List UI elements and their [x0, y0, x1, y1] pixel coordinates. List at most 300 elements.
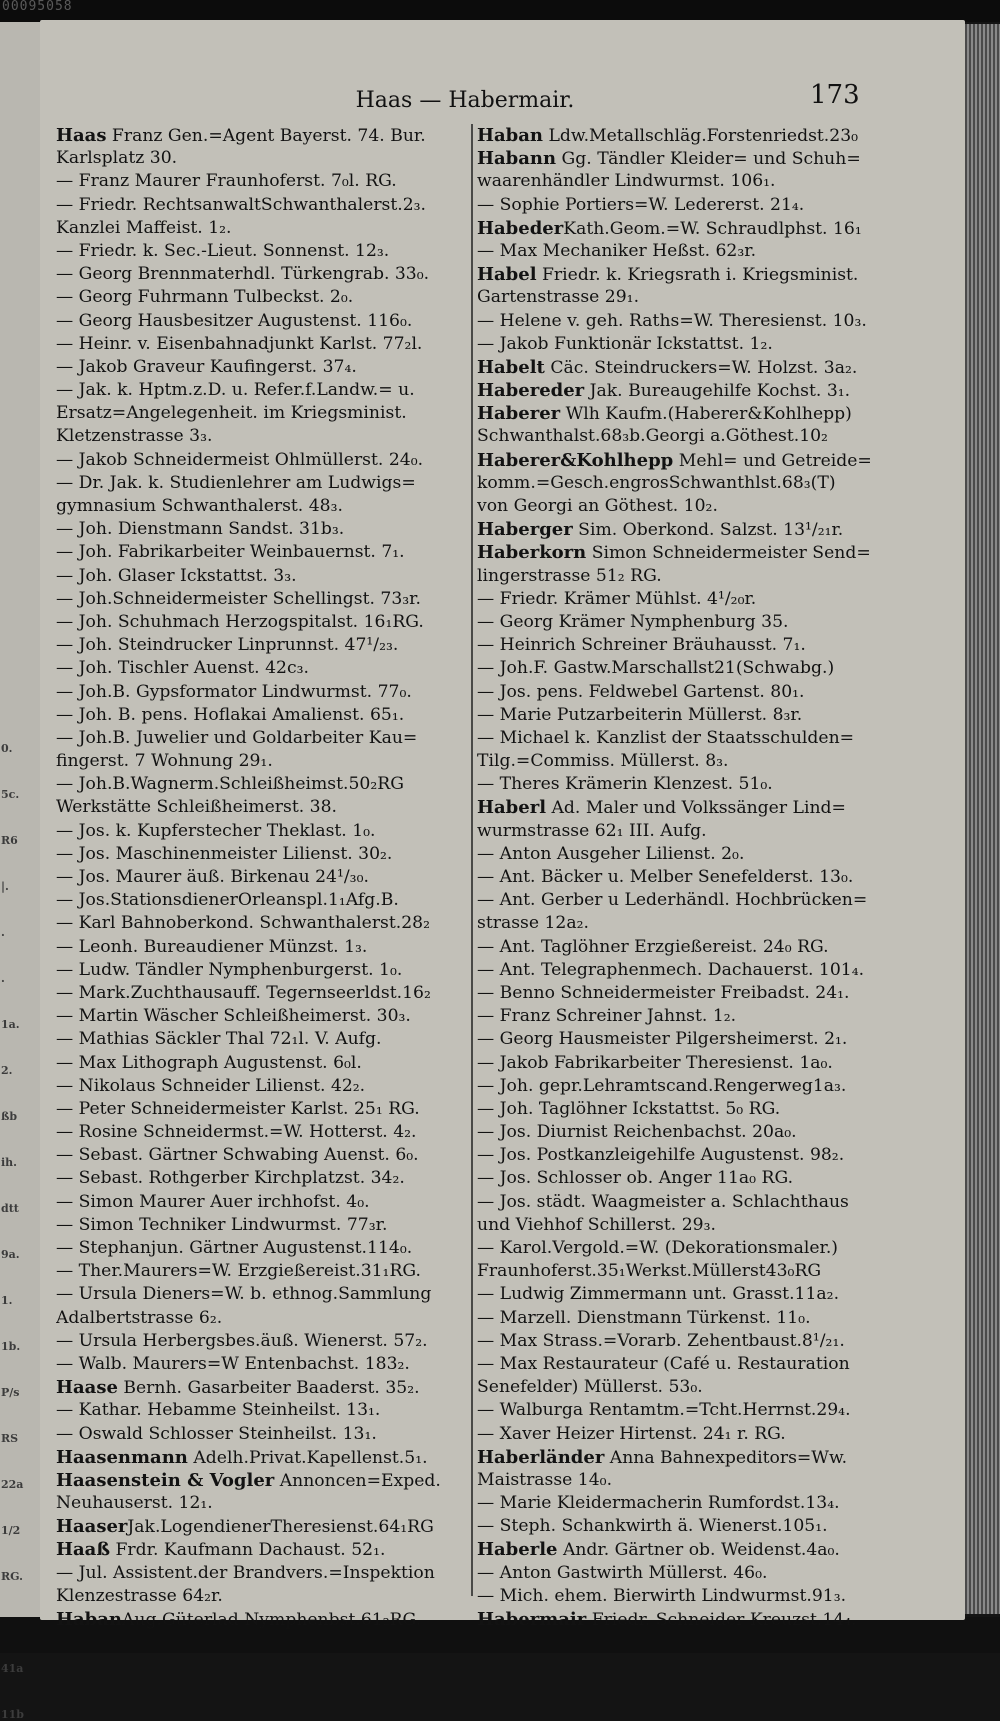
directory-line [56, 1214, 466, 1237]
entry-text: — Anton Gastwirth Müllerst. 46₀. [477, 1562, 768, 1583]
surname-heading: Haban [56, 1609, 123, 1630]
directory-line [56, 518, 466, 541]
entry-text: — Friedr. Krämer Mühlst. 4¹/₂₀r. [477, 588, 757, 609]
running-header: Haas — Habermair. [355, 88, 575, 113]
directory-line [56, 1469, 466, 1492]
directory-line [56, 1399, 466, 1422]
entry-text: Franz Gen.=Agent Bayerst. 74. Bur. [106, 126, 426, 146]
directory-line [477, 704, 939, 727]
entry-text: — Ant. Telegraphenmech. Dachauerst. 101₄. [477, 959, 865, 980]
entry-text: — Max Mechaniker Heßst. 62₃r. [477, 240, 757, 261]
margin-marks [0, 22, 40, 1721]
directory-line [477, 1260, 939, 1283]
directory-line [477, 263, 939, 286]
entry-text: waarenhändler Lindwurmst. 106₁. [477, 171, 776, 192]
directory-line [477, 681, 939, 704]
directory-line [56, 170, 466, 193]
entry-text: — Benno Schneidermeister Freibadst. 24₁. [477, 982, 850, 1003]
directory-line [477, 750, 939, 773]
entry-text: — Friedr. RechtsanwaltSchwanthalerst.2₃. [56, 194, 427, 215]
directory-line [56, 1005, 466, 1028]
entry-text: — Walb. Maurers=W Entenbachst. 183₂. [56, 1353, 410, 1374]
entry-text: Frdr. Kaufmann Dachaust. 52₁. [110, 1540, 386, 1561]
entry-text: Anna Bahnexpeditors=Ww. [604, 1447, 848, 1468]
entry-text: Cäc. Steindruckers=W. Holzst. 3a₂. [544, 357, 858, 378]
entry-text: Friedr. k. Kriegsrath i. Kriegsminist. [536, 265, 859, 286]
directory-line [56, 843, 466, 866]
entry-text: — Max Restaurateur (Café u. Restauration [477, 1353, 850, 1374]
directory-line [56, 1562, 466, 1585]
margin-mark: ßb [1, 1110, 18, 1123]
directory-line [477, 1376, 939, 1399]
entry-text: — Jos. pens. Feldwebel Gartenst. 80₁. [477, 681, 805, 702]
entry-text: — Max Strass.=Vorarb. Zehentbaust.8¹/₂₁. [477, 1330, 845, 1351]
margin-mark: 41a [1, 1662, 24, 1675]
entry-text: — Sebast. Gärtner Schwabing Auenst. 6₀. [56, 1145, 419, 1166]
entry-text: — Joh. Tischler Auenst. 42c₃. [56, 658, 309, 679]
entry-text: — Joh. Fabrikarbeiter Weinbauernst. 7₁. [56, 542, 405, 563]
entry-text: — Marie Kleidermacherin Rumfordst.13₄. [477, 1493, 840, 1514]
directory-line [477, 727, 939, 750]
entry-text: Neuhauserst. 12₁. [56, 1493, 213, 1514]
directory-line [477, 541, 939, 564]
entry-text: — Joh. Schuhmach Herzogspitalst. 16₁RG. [56, 611, 424, 632]
directory-line [56, 194, 466, 217]
directory-line [56, 1307, 466, 1330]
directory-line [56, 1608, 466, 1631]
entry-text: — Mich. ehem. Bierwirth Lindwurmst.91₃. [477, 1585, 847, 1606]
entry-text: — Marzell. Dienstmann Türkenst. 11₀. [477, 1307, 811, 1328]
entry-text: — Joh. B. pens. Hoflakai Amalienst. 65₁. [56, 704, 405, 725]
entry-text: — Peter Schneidermeister Karlst. 25₁ RG. [56, 1098, 420, 1119]
entry-text: — Jakob Schneidermeist Ohlmüllerst. 24₀. [56, 449, 424, 470]
entry-text: Jak.LogendienerTheresienst.64₁RG [127, 1517, 434, 1538]
directory-line [56, 1492, 466, 1515]
directory-line [477, 194, 939, 217]
directory-line [56, 912, 466, 935]
directory-line [477, 866, 939, 889]
directory-line [477, 912, 939, 935]
entry-text: — Heinrich Schreiner Bräuhausst. 7₁. [477, 635, 806, 656]
entry-text: — Jos.StationsdienerOrleanspl.1₁Afg.B. [56, 890, 399, 911]
directory-line [477, 1144, 939, 1167]
entry-text: Schwanthalst.68₃b.Georgi a.Göthest.10₂ [477, 426, 828, 447]
directory-line [56, 1353, 466, 1376]
surname-heading: Haberl [477, 797, 547, 819]
directory-line [477, 1562, 939, 1585]
entry-text: — Theres Krämerin Klenzest. 51₀. [477, 774, 773, 795]
entry-text: Karlsplatz 30. [56, 148, 178, 169]
directory-line [477, 472, 939, 495]
directory-line [477, 1330, 939, 1353]
surname-heading: Haberle [477, 1539, 558, 1561]
entry-text: — Joh. Glaser Ickstattst. 3₃. [56, 565, 297, 586]
entry-text: — Helene v. geh. Raths=W. Theresienst. 10₃. [477, 310, 867, 331]
entry-text: Simon Schneidermeister Send= [586, 543, 871, 564]
directory-line [477, 170, 939, 193]
directory-line [56, 611, 466, 634]
entry-text: — Jos. Postkanzleigehilfe Augustenst. 98₂. [477, 1145, 845, 1166]
directory-line [477, 1515, 939, 1538]
margin-mark: P/s [1, 1386, 20, 1399]
directory-line [56, 796, 466, 819]
directory-line [56, 1585, 466, 1608]
margin-mark: 0. [1, 742, 13, 755]
entry-text: — Karol.Vergold.=W. (Dekorationsmaler.) [477, 1238, 839, 1258]
entry-text: — Ant. Bäcker u. Melber Senefelderst. 13₀. [477, 867, 854, 887]
directory-line [477, 959, 939, 982]
entry-text: Fraunhoferst.35₁Werkst.Müllerst43₀RG [477, 1261, 822, 1282]
entry-text: — Jos. städt. Waagmeister a. Schlachthaus [477, 1191, 849, 1212]
entry-text: — Ursula Dieners=W. b. ethnog.Sammlung [56, 1284, 432, 1305]
entry-text: — Georg Hausmeister Pilgersheimerst. 2₁. [477, 1029, 848, 1050]
entry-text: — Jak. k. Hptm.z.D. u. Refer.f.Landw.= u. [56, 380, 415, 401]
margin-mark: dtt [1, 1202, 19, 1215]
surname-heading: Habereder [477, 380, 585, 402]
entry-text: — Franz Maurer Fraunhoferst. 7₀l. RG. [56, 171, 397, 192]
entry-text: Wlh Kaufm.(Haberer&Kohlhepp) [560, 404, 852, 425]
entry-text: — Ant. Gerber u Lederhändl. Hochbrücken= [477, 890, 868, 911]
directory-line [56, 449, 466, 472]
directory-line [56, 1237, 466, 1260]
directory-line [477, 1098, 939, 1121]
entry-text: — Nikolaus Schneider Lilienst. 42₂. [56, 1075, 366, 1096]
surname-heading: Haban [477, 125, 544, 146]
directory-line [56, 1121, 466, 1144]
entry-text: — Sophie Portiers=W. Ledererst. 21₄. [477, 194, 805, 215]
directory-line [56, 263, 466, 286]
directory-line [477, 310, 939, 333]
directory-line [56, 750, 466, 773]
surname-heading: Haasenstein & Vogler [56, 1469, 275, 1491]
margin-mark: RS [1, 1432, 19, 1445]
directory-line [56, 541, 466, 564]
entry-text: — Joh.B. Juwelier und Goldarbeiter Kau= [56, 727, 418, 748]
entry-text: — Mark.Zuchthausauff. Tegernseerldst.16₂ [56, 982, 431, 1003]
entry-text: — Georg Hausbesitzer Augustenst. 116₀. [56, 310, 413, 331]
directory-line [477, 1585, 939, 1608]
directory-line [56, 588, 466, 611]
entry-text: — Jul. Assistent.der Brandvers.=Inspektion [56, 1562, 435, 1583]
entry-text: — Sebast. Rothgerber Kirchplatzst. 34₂. [56, 1168, 405, 1189]
entry-text: — Joh. Dienstmann Sandst. 31b₃. [56, 519, 345, 540]
margin-mark: 9a. [1, 1248, 20, 1261]
entry-text: Gg. Tändler Kleider= und Schuh= [556, 149, 861, 170]
directory-line [56, 959, 466, 982]
entry-text: Klenzestrasse 64₂r. [56, 1585, 223, 1606]
directory-line [56, 1075, 466, 1098]
entry-text: — Stephanjun. Gärtner Augustenst.114₀. [56, 1238, 413, 1258]
entry-text: — Karl Bahnoberkond. Schwanthalerst.28₂ [56, 913, 430, 934]
entry-text: — Oswald Schlosser Steinheilst. 13₁. [56, 1423, 377, 1444]
entry-text: Adelh.Privat.Kapellenst.5₁. [187, 1447, 428, 1468]
directory-line [56, 217, 466, 240]
entry-text: — Anton Ausgeher Lilienst. 2₀. [477, 843, 745, 864]
margin-mark: 5c. [1, 788, 20, 801]
entry-text: — Friedr. k. Sec.-Lieut. Sonnenst. 12₃. [56, 240, 390, 261]
directory-line [477, 147, 939, 170]
facing-page-sliver [0, 22, 40, 1721]
directory-line [56, 333, 466, 356]
entry-text: — Joh.B.Wagnerm.Schleißheimst.50₂RG [56, 774, 404, 795]
entry-text: fingerst. 7 Wohnung 29₁. [56, 751, 273, 772]
entry-text: — Dr. Jak. k. Studienlehrer am Ludwigs= [56, 472, 416, 493]
book-page-edges [965, 24, 1000, 1614]
directory-line [477, 1121, 939, 1144]
entry-text: Annoncen=Exped. [274, 1470, 441, 1491]
directory-line [56, 286, 466, 309]
entry-text: — Jakob Graveur Kaufingerst. 37₄. [56, 356, 357, 377]
entry-text: — Kathar. Hebamme Steinheilst. 13₁. [56, 1400, 381, 1421]
margin-mark: 1b. [1, 1340, 21, 1353]
directory-line [477, 1191, 939, 1214]
margin-mark: RG. [1, 1570, 23, 1583]
entry-text: — Xaver Heizer Hirtenst. 24₁ r. RG. [477, 1423, 786, 1444]
entry-text: — Joh.B. Gypsformator Lindwurmst. 77₀. [56, 681, 412, 702]
directory-line [477, 1492, 939, 1515]
margin-mark: . [1, 972, 5, 985]
entry-text: Friedr. Schneider Kreuzst.14₄. [586, 1610, 857, 1630]
directory-line [56, 1446, 466, 1469]
entry-text: Mehl= und Getreide= [673, 450, 872, 471]
entry-text: — Jos. Maurer äuß. Birkenau 24¹/₃₀. [56, 867, 369, 887]
left-column [56, 124, 466, 1631]
directory-line [477, 379, 939, 402]
entry-text: — Marie Putzarbeiterin Müllerst. 8₃r. [477, 704, 803, 725]
directory-line [56, 727, 466, 750]
directory-line [56, 773, 466, 796]
entry-text: Gartenstrasse 29₁. [477, 287, 640, 308]
entry-text: — Heinr. v. Eisenbahnadjunkt Karlst. 77₂l. [56, 333, 423, 354]
directory-line [477, 1423, 939, 1446]
page-number: 173 [810, 80, 860, 110]
entry-text: — Joh. gepr.Lehramtscand.Rengerweg1a₃. [477, 1075, 847, 1096]
directory-line [56, 1283, 466, 1306]
directory-line [477, 1028, 939, 1051]
entry-text: — Jakob Fabrikarbeiter Theresienst. 1a₀. [477, 1052, 833, 1073]
directory-line [477, 611, 939, 634]
directory-line [56, 657, 466, 680]
directory-line [477, 1353, 939, 1376]
margin-mark: 1a. [1, 1018, 20, 1031]
entry-text: — Ludw. Tändler Nymphenburgerst. 1₀. [56, 959, 403, 980]
scan-top-border [0, 0, 1000, 22]
directory-line [477, 565, 939, 588]
surname-heading: Haberländer [477, 1446, 605, 1468]
directory-line [56, 982, 466, 1005]
surname-heading: Haberer&Kohlhepp [477, 449, 674, 471]
entry-text: — Michael k. Kanzlist der Staatsschulden= [477, 727, 855, 748]
entry-text: — Ant. Taglöhner Erzgießereist. 24₀ RG. [477, 936, 829, 957]
entry-text: Werkstätte Schleißheimerst. 38. [56, 797, 338, 818]
entry-text: — Rosine Schneidermst.=W. Hotterst. 4₂. [56, 1122, 417, 1143]
entry-text: — Jos. k. Kupferstecher Theklast. 1₀. [56, 820, 376, 841]
directory-line [56, 1167, 466, 1190]
surname-heading: Haase [56, 1377, 118, 1399]
directory-line [477, 1052, 939, 1075]
entry-text: Ldw.Metallschläg.Forstenriedst.23₀ [543, 126, 859, 146]
surname-heading: Habel [477, 264, 537, 286]
entry-text: Senefelder) Müllerst. 53₀. [477, 1377, 703, 1398]
directory-line [56, 402, 466, 425]
surname-heading: Haberger [477, 519, 573, 541]
entry-text: strasse 12a₂. [477, 913, 589, 934]
margin-mark: ih. [1, 1156, 18, 1169]
entry-text: Bernh. Gasarbeiter Baaderst. 35₂. [117, 1378, 420, 1399]
directory-line [477, 1399, 939, 1422]
directory-line [56, 240, 466, 263]
directory-line [477, 588, 939, 611]
entry-text: von Georgi an Göthest. 10₂. [477, 496, 718, 516]
directory-line [56, 1260, 466, 1283]
directory-line [477, 356, 939, 379]
directory-line [477, 889, 939, 912]
directory-line [56, 704, 466, 727]
directory-line [56, 1098, 466, 1121]
directory-line [477, 402, 939, 425]
surname-heading: Haaß [56, 1539, 111, 1561]
entry-text: — Mathias Säckler Thal 72₁l. V. Aufg. [56, 1029, 382, 1050]
entry-text: Maistrasse 14₀. [477, 1469, 613, 1490]
entry-text: Kath.Geom.=W. Schraudlphst. 16₁ [563, 218, 862, 239]
entry-text: — Georg Fuhrmann Tulbeckst. 2₀. [56, 287, 354, 308]
right-column [477, 124, 939, 1631]
directory-line [477, 1214, 939, 1237]
entry-text: — Jos. Maschinenmeister Lilienst. 30₂. [56, 843, 393, 864]
entry-text: — Joh. Steindrucker Linprunnst. 47¹/₂₃. [56, 635, 399, 656]
directory-line [477, 425, 939, 448]
entry-text: — Jos. Schlosser ob. Anger 11a₀ RG. [477, 1168, 794, 1189]
entry-text: Tilg.=Commiss. Müllerst. 8₃. [477, 751, 729, 772]
entry-text: und Viehhof Schillerst. 29₃. [477, 1214, 716, 1235]
entry-text: Kletzenstrasse 3₃. [56, 426, 213, 447]
surname-heading: Habelt [477, 356, 545, 378]
directory-line [477, 1608, 939, 1631]
directory-line [477, 1538, 939, 1561]
margin-mark: 1/2 [1, 1524, 21, 1537]
directory-line [477, 240, 939, 263]
entry-text: — Ludwig Zimmermann unt. Grasst.11a₂. [477, 1284, 840, 1305]
margin-mark: |. [1, 880, 9, 893]
margin-mark: . [1, 926, 5, 939]
scan-id: 00095058 [2, 0, 73, 14]
entry-text: gymnasium Schwanthalerst. 48₃. [56, 496, 343, 516]
entry-text: — Martin Wäscher Schleißheimerst. 30₃. [56, 1006, 411, 1027]
entry-text: — Leonh. Bureaudiener Münzst. 1₃. [56, 936, 368, 957]
entry-text: — Max Lithograph Augustenst. 6₀l. [56, 1052, 362, 1073]
entry-text: — Ursula Herbergsbes.äuß. Wienerst. 57₂. [56, 1330, 428, 1351]
directory-line [477, 1237, 939, 1260]
entry-text: Sim. Oberkond. Salzst. 13¹/₂₁r. [572, 520, 844, 541]
directory-line [56, 634, 466, 657]
entry-text: wurmstrasse 62₁ III. Aufg. [477, 820, 707, 841]
entry-text: Ersatz=Angelegenheit. im Kriegsminist. [56, 403, 407, 424]
entry-text: — Joh. Taglöhner Ickstattst. 5₀ RG. [477, 1098, 781, 1119]
directory-line [477, 124, 939, 147]
margin-mark: 22a [1, 1478, 24, 1491]
directory-line [477, 820, 939, 843]
surname-heading: Haberer [477, 403, 561, 425]
directory-line [56, 936, 466, 959]
directory-line [56, 472, 466, 495]
directory-line [56, 889, 466, 912]
surname-heading: Haaser [56, 1516, 128, 1538]
entry-text: Kanzlei Maffeist. 1₂. [56, 217, 232, 238]
surname-heading: Haberkorn [477, 542, 587, 564]
directory-line [477, 843, 939, 866]
directory-line [56, 1330, 466, 1353]
margin-mark: R6 [1, 834, 18, 847]
entry-text: Ad. Maler und Volkssänger Lind= [546, 798, 846, 819]
surname-heading: Haasenmann [56, 1446, 188, 1468]
directory-line [56, 820, 466, 843]
directory-line [477, 1283, 939, 1306]
directory-line [56, 425, 466, 448]
directory-line [56, 147, 466, 170]
directory-line [477, 449, 939, 472]
margin-mark: 2. [1, 1064, 13, 1077]
directory-line [477, 1005, 939, 1028]
entry-text: Jak. Bureaugehilfe Kochst. 3₁. [584, 381, 851, 402]
entry-text: komm.=Gesch.engrosSchwanthlst.68₃(T) [477, 472, 836, 493]
entry-text: — Georg Krämer Nymphenburg 35. [477, 611, 789, 632]
directory-line [477, 1167, 939, 1190]
entry-text: — Walburga Rentamtm.=Tcht.Herrnst.29₄. [477, 1400, 851, 1421]
entry-text: Aug.Güterlad Nymphenbst.61₂RG. [122, 1610, 422, 1630]
margin-mark: 11b [1, 1708, 24, 1721]
directory-line [477, 333, 939, 356]
entry-text: — Jakob Funktionär Ickstattst. 1₂. [477, 333, 773, 354]
entry-text: — Franz Schreiner Jahnst. 1₂. [477, 1006, 737, 1027]
directory-line [56, 565, 466, 588]
surname-heading: Habermair [477, 1609, 587, 1630]
directory-line [56, 1028, 466, 1051]
directory-line [56, 681, 466, 704]
surname-heading: Habann [477, 148, 557, 170]
directory-line [56, 356, 466, 379]
entry-text: lingerstrasse 51₂ RG. [477, 565, 662, 586]
directory-line [477, 657, 939, 680]
directory-line [477, 495, 939, 518]
directory-line [56, 1423, 466, 1446]
directory-line [477, 773, 939, 796]
directory-line [477, 286, 939, 309]
directory-line [56, 495, 466, 518]
directory-line [477, 1446, 939, 1469]
directory-line [56, 1144, 466, 1167]
entry-text: — Jos. Diurnist Reichenbachst. 20a₀. [477, 1122, 797, 1143]
directory-line [56, 310, 466, 333]
directory-line [477, 1469, 939, 1492]
entry-text: — Joh.F. Gastw.Marschallst21(Schwabg.) [477, 658, 835, 679]
surname-heading: Habeder [477, 217, 564, 239]
directory-line [477, 936, 939, 959]
directory-line [477, 796, 939, 819]
margin-mark: 1. [1, 1294, 13, 1307]
directory-line [56, 866, 466, 889]
directory-line [56, 1515, 466, 1538]
directory-line [477, 982, 939, 1005]
entry-text: — Joh.Schneidermeister Schellingst. 73₃r. [56, 588, 421, 609]
directory-line [477, 518, 939, 541]
entry-text: — Georg Brennmaterhdl. Türkengrab. 33₀. [56, 264, 430, 285]
entry-text: — Ther.Maurers=W. Erzgießereist.31₁RG. [56, 1261, 421, 1282]
directory-line [56, 379, 466, 402]
directory-line [477, 634, 939, 657]
surname-heading: Haas [56, 125, 107, 146]
directory-line [56, 1191, 466, 1214]
directory-line [56, 1376, 466, 1399]
